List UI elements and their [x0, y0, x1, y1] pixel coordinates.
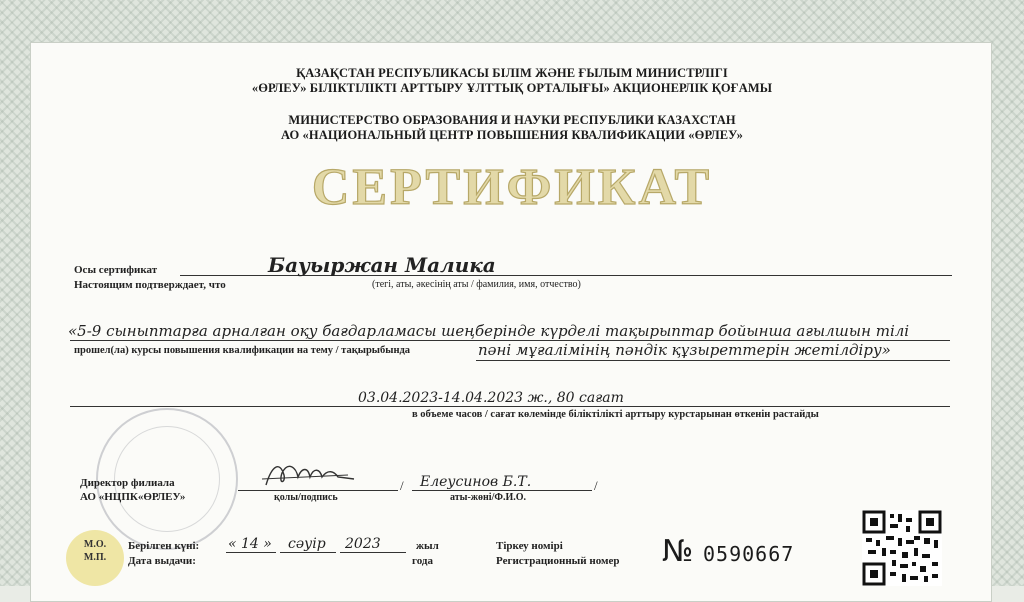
course-period-caption: в объеме часов / сағат көлемінде біліктілікті арттыру курстарынан өткенін растайды: [412, 409, 819, 420]
course-title-line2: пәні мұғалімінің пәндік құзыреттерін жетілдіру»: [478, 341, 891, 359]
qr-code-icon: [862, 510, 942, 586]
course-period-line: [70, 406, 950, 407]
header-kz-line1: ҚАЗАҚСТАН РЕСПУБЛИКАСЫ БІЛІМ ЖӘНЕ ҒЫЛЫМ МИНИСТРЛІГІ: [296, 66, 728, 80]
issue-year: 2023: [345, 536, 381, 552]
recipient-label-kz: Осы сертификат: [74, 264, 158, 276]
issue-year-line: [340, 552, 406, 553]
signature-slash-right: /: [594, 478, 598, 493]
director-position-line1: Директор филиала: [80, 477, 175, 489]
issue-date-label-kz: Берілген күні:: [128, 540, 200, 552]
registration-label-kz: Тіркеу номірі: [496, 540, 563, 552]
director-name: Елеусинов Б.Т.: [420, 474, 532, 490]
course-line2: [476, 360, 950, 361]
header-ru-line2: АО «НАЦИОНАЛЬНЫЙ ЦЕНТР ПОВЫШЕНИЯ КВАЛИФИКАЦИИ «ӨРЛЕУ»: [280, 128, 744, 142]
recipient-name: Бауыржан Малика: [268, 253, 496, 277]
registration-number-sign: №: [662, 534, 694, 569]
issue-day: « 14 »: [228, 536, 272, 552]
signature-slash-left: /: [400, 478, 404, 493]
issue-day-line: [226, 552, 276, 553]
signature-line: [238, 490, 398, 491]
director-position-line2: АО «НЦПК«ӨРЛЕУ»: [80, 491, 186, 503]
course-period: 03.04.2023-14.04.2023 ж., 80 сағат: [358, 390, 624, 406]
registration-label-ru: Регистрационный номер: [496, 555, 620, 567]
header-ru-line1: МИНИСТЕРСТВО ОБРАЗОВАНИЯ И НАУКИ РЕСПУБЛИКИ КАЗАХСТАН: [288, 113, 736, 127]
signature-caption: қолы/подпись: [274, 492, 338, 503]
mp-stamp-placeholder: [66, 530, 124, 586]
director-signature-icon: [258, 455, 358, 493]
mp-line2: М.П.: [83, 552, 107, 563]
certificate-title: СЕРТИФИКАТ: [311, 159, 713, 216]
mp-line1: М.О.: [83, 539, 107, 550]
course-title-line1: «5-9 сыныптарға арналған оқу бағдарламасы шеңберінде күрделі тақырыптар бойынша ағылшын тілі: [68, 322, 910, 340]
director-name-caption: аты-жөні/Ф.И.О.: [450, 492, 527, 503]
issue-year-label-kz: жыл: [416, 540, 439, 552]
registration-number: 0590667: [703, 542, 795, 566]
recipient-label-ru: Настоящим подтверждает, что: [74, 279, 226, 291]
recipient-name-caption: (тегі, аты, әкесінің аты / фамилия, имя, отчество): [372, 279, 581, 290]
course-topic-label: прошел(ла) курсы повышения квалификации на тему / тақырыбында: [74, 345, 411, 356]
issue-month: сәуір: [288, 536, 326, 552]
header-kz-line2: «ӨРЛЕУ» БІЛІКТІЛІКТІ АРТТЫРУ ҰЛТТЫҚ ОРТАЛЫҒЫ» АКЦИОНЕРЛІК ҚОҒАМЫ: [251, 81, 773, 95]
issue-month-line: [280, 552, 336, 553]
director-name-line: [412, 490, 592, 491]
issue-year-label-ru: года: [412, 555, 433, 567]
issue-date-label-ru: Дата выдачи:: [128, 555, 196, 567]
